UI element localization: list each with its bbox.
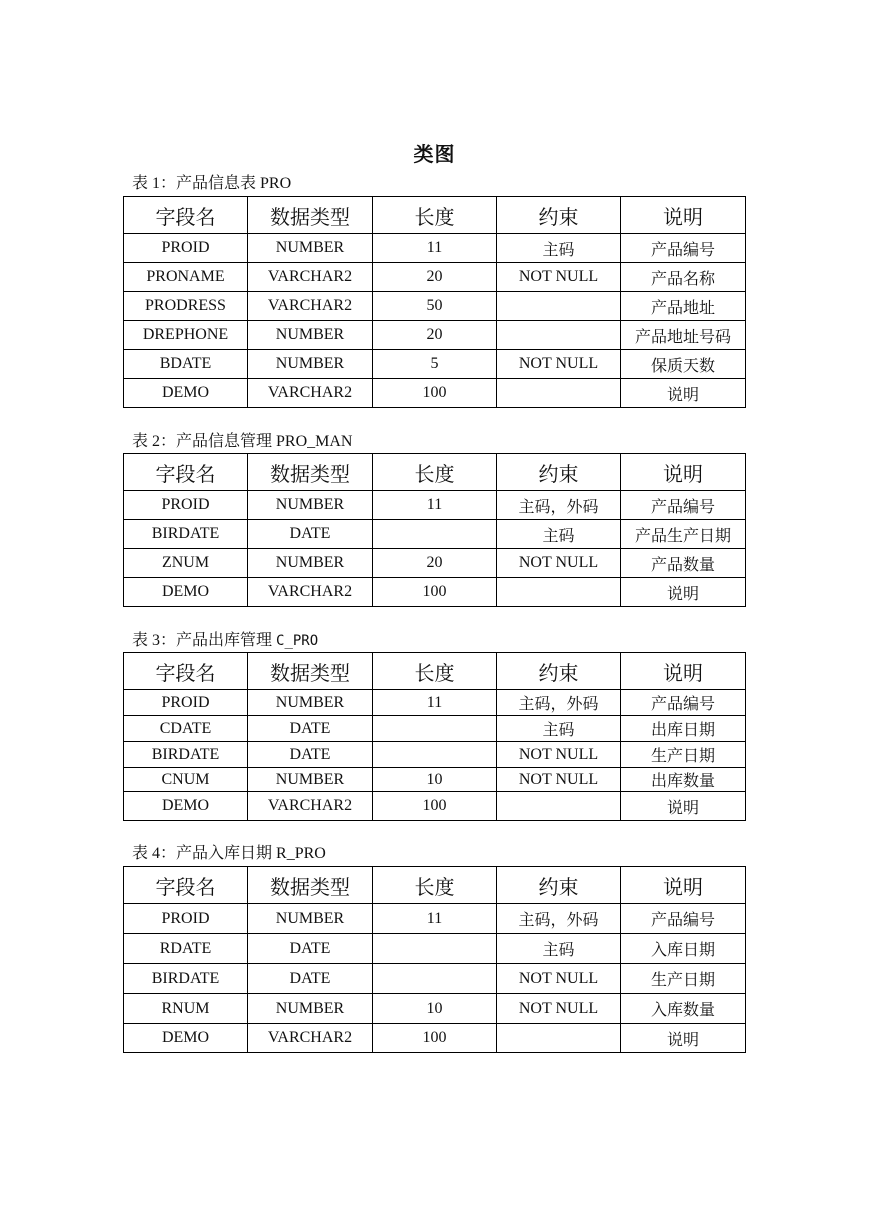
table-cell: 产品编号: [621, 491, 746, 520]
column-header: 字段名: [124, 454, 248, 491]
table-cell: NOT NULL: [497, 742, 621, 768]
table-c-pro: [123, 652, 746, 821]
column-header: 字段名: [124, 197, 248, 234]
column-header: 说明: [621, 454, 746, 491]
table-cell: 入库日期: [621, 934, 746, 964]
table-cell: BIRDATE: [124, 520, 248, 549]
table-cell: 主码: [497, 520, 621, 549]
table-caption: [132, 432, 352, 452]
table-cell: 11: [373, 904, 497, 934]
header-row: [124, 197, 746, 234]
table-cell: 主码，外码: [497, 904, 621, 934]
table-pro: [123, 196, 746, 408]
table-cell: 产品名称: [621, 263, 746, 292]
table-cell: 产品编号: [621, 904, 746, 934]
table-cell: ZNUM: [124, 549, 248, 578]
table-cell: DEMO: [124, 1024, 248, 1053]
table-cell: 说明: [621, 792, 746, 821]
column-header: 长度: [373, 867, 497, 904]
caption-code: R_PRO: [276, 845, 326, 862]
table-cell: 100: [373, 578, 497, 607]
table-cell: PROID: [124, 234, 248, 263]
table-cell: NOT NULL: [497, 964, 621, 994]
table-cell: VARCHAR2: [248, 1024, 373, 1053]
table-row: [124, 292, 746, 321]
table-row: [124, 578, 746, 607]
table-cell: 主码，外码: [497, 690, 621, 716]
column-header: 数据类型: [248, 197, 373, 234]
caption-code: PRO_MAN: [276, 433, 353, 450]
table-cell: BIRDATE: [124, 964, 248, 994]
table-cell: NUMBER: [248, 234, 373, 263]
column-header: 长度: [373, 653, 497, 690]
table-cell: [497, 321, 621, 350]
caption-code: PRO: [260, 175, 292, 192]
table-cell: BDATE: [124, 350, 248, 379]
column-header: 约束: [497, 867, 621, 904]
column-header: 长度: [373, 197, 497, 234]
table-cell: 产品编号: [621, 690, 746, 716]
table-cell: RNUM: [124, 994, 248, 1024]
table-cell: 20: [373, 549, 497, 578]
column-header: 约束: [497, 454, 621, 491]
table-cell: DATE: [248, 964, 373, 994]
table-cell: VARCHAR2: [248, 263, 373, 292]
column-header: 数据类型: [248, 454, 373, 491]
table-cell: [497, 379, 621, 408]
caption-code: C_PRO: [276, 633, 319, 649]
table-cell: 11: [373, 491, 497, 520]
table-cell: [373, 934, 497, 964]
table-cell: 出库日期: [621, 716, 746, 742]
table-cell: RDATE: [124, 934, 248, 964]
table-caption: [132, 631, 318, 651]
table-cell: VARCHAR2: [248, 292, 373, 321]
table-cell: 5: [373, 350, 497, 379]
table-cell: [373, 716, 497, 742]
table-cell: DEMO: [124, 792, 248, 821]
table-cell: 11: [373, 690, 497, 716]
table-cell: NUMBER: [248, 994, 373, 1024]
column-header: 说明: [621, 653, 746, 690]
caption-label: 表 3：产品出库管理: [132, 632, 277, 649]
table-cell: PRODRESS: [124, 292, 248, 321]
table-cell: 主码: [497, 234, 621, 263]
table-r-pro: [123, 866, 746, 1053]
table-cell: 100: [373, 792, 497, 821]
table-cell: 说明: [621, 578, 746, 607]
table-cell: NOT NULL: [497, 994, 621, 1024]
table-row: [124, 549, 746, 578]
table-cell: 主码: [497, 934, 621, 964]
table-cell: 产品地址: [621, 292, 746, 321]
table-cell: [373, 520, 497, 549]
table-cell: PROID: [124, 904, 248, 934]
table-cell: 出库数量: [621, 768, 746, 792]
table-cell: NUMBER: [248, 350, 373, 379]
table-cell: [497, 792, 621, 821]
header-row: [124, 454, 746, 491]
table-cell: PROID: [124, 690, 248, 716]
table-cell: [497, 292, 621, 321]
table-cell: [497, 1024, 621, 1053]
table-cell: [373, 742, 497, 768]
table-row: [124, 379, 746, 408]
table-cell: PRONAME: [124, 263, 248, 292]
column-header: 说明: [621, 867, 746, 904]
table-cell: 10: [373, 994, 497, 1024]
table-cell: NUMBER: [248, 690, 373, 716]
table-cell: 20: [373, 263, 497, 292]
table-cell: NUMBER: [248, 549, 373, 578]
table-cell: BIRDATE: [124, 742, 248, 768]
table-cell: 说明: [621, 379, 746, 408]
header-row: [124, 867, 746, 904]
column-header: 长度: [373, 454, 497, 491]
table-cell: VARCHAR2: [248, 379, 373, 408]
column-header: 说明: [621, 197, 746, 234]
table-row: [124, 994, 746, 1024]
table-cell: 主码: [497, 716, 621, 742]
table-row: [124, 716, 746, 742]
table-row: [124, 934, 746, 964]
table-cell: CDATE: [124, 716, 248, 742]
table-cell: NOT NULL: [497, 549, 621, 578]
table-row: [124, 690, 746, 716]
table-row: [124, 491, 746, 520]
table-cell: NOT NULL: [497, 350, 621, 379]
table-cell: PROID: [124, 491, 248, 520]
table-cell: 产品编号: [621, 234, 746, 263]
table-cell: DATE: [248, 716, 373, 742]
table-row: [124, 768, 746, 792]
table-cell: DREPHONE: [124, 321, 248, 350]
table-cell: 生产日期: [621, 742, 746, 768]
column-header: 数据类型: [248, 867, 373, 904]
table-cell: VARCHAR2: [248, 578, 373, 607]
table-cell: DEMO: [124, 379, 248, 408]
table-cell: 20: [373, 321, 497, 350]
table-row: [124, 792, 746, 821]
table-cell: [497, 578, 621, 607]
table-cell: DATE: [248, 742, 373, 768]
table-caption: [132, 174, 291, 194]
table-cell: 11: [373, 234, 497, 263]
table-cell: 产品生产日期: [621, 520, 746, 549]
table-cell: CNUM: [124, 768, 248, 792]
table-cell: 保质天数: [621, 350, 746, 379]
table-cell: 产品数量: [621, 549, 746, 578]
table-row: [124, 904, 746, 934]
table-row: [124, 964, 746, 994]
table-row: [124, 1024, 746, 1053]
column-header: 约束: [497, 653, 621, 690]
table-cell: 50: [373, 292, 497, 321]
page-title: 类图: [413, 144, 456, 166]
table-cell: DEMO: [124, 578, 248, 607]
table-cell: [373, 964, 497, 994]
caption-label: 表 2：产品信息管理: [132, 433, 277, 450]
table-cell: VARCHAR2: [248, 792, 373, 821]
table-cell: 产品地址号码: [621, 321, 746, 350]
table-row: [124, 742, 746, 768]
table-row: [124, 520, 746, 549]
table-caption: [132, 844, 326, 864]
table-row: [124, 350, 746, 379]
column-header: 字段名: [124, 653, 248, 690]
table-cell: DATE: [248, 934, 373, 964]
table-cell: NUMBER: [248, 321, 373, 350]
table-row: [124, 234, 746, 263]
caption-label: 表 4：产品入库日期: [132, 845, 277, 862]
table-pro-man: [123, 453, 746, 607]
table-cell: 入库数量: [621, 994, 746, 1024]
table-row: [124, 263, 746, 292]
table-cell: NOT NULL: [497, 768, 621, 792]
table-cell: 100: [373, 1024, 497, 1053]
table-cell: 说明: [621, 1024, 746, 1053]
table-cell: DATE: [248, 520, 373, 549]
table-cell: 100: [373, 379, 497, 408]
caption-label: 表 1：产品信息表: [132, 175, 261, 192]
column-header: 约束: [497, 197, 621, 234]
table-cell: 主码，外码: [497, 491, 621, 520]
table-cell: NUMBER: [248, 904, 373, 934]
table-cell: NUMBER: [248, 768, 373, 792]
column-header: 数据类型: [248, 653, 373, 690]
table-cell: NUMBER: [248, 491, 373, 520]
column-header: 字段名: [124, 867, 248, 904]
header-row: [124, 653, 746, 690]
table-cell: NOT NULL: [497, 263, 621, 292]
table-cell: 10: [373, 768, 497, 792]
table-cell: 生产日期: [621, 964, 746, 994]
table-row: [124, 321, 746, 350]
